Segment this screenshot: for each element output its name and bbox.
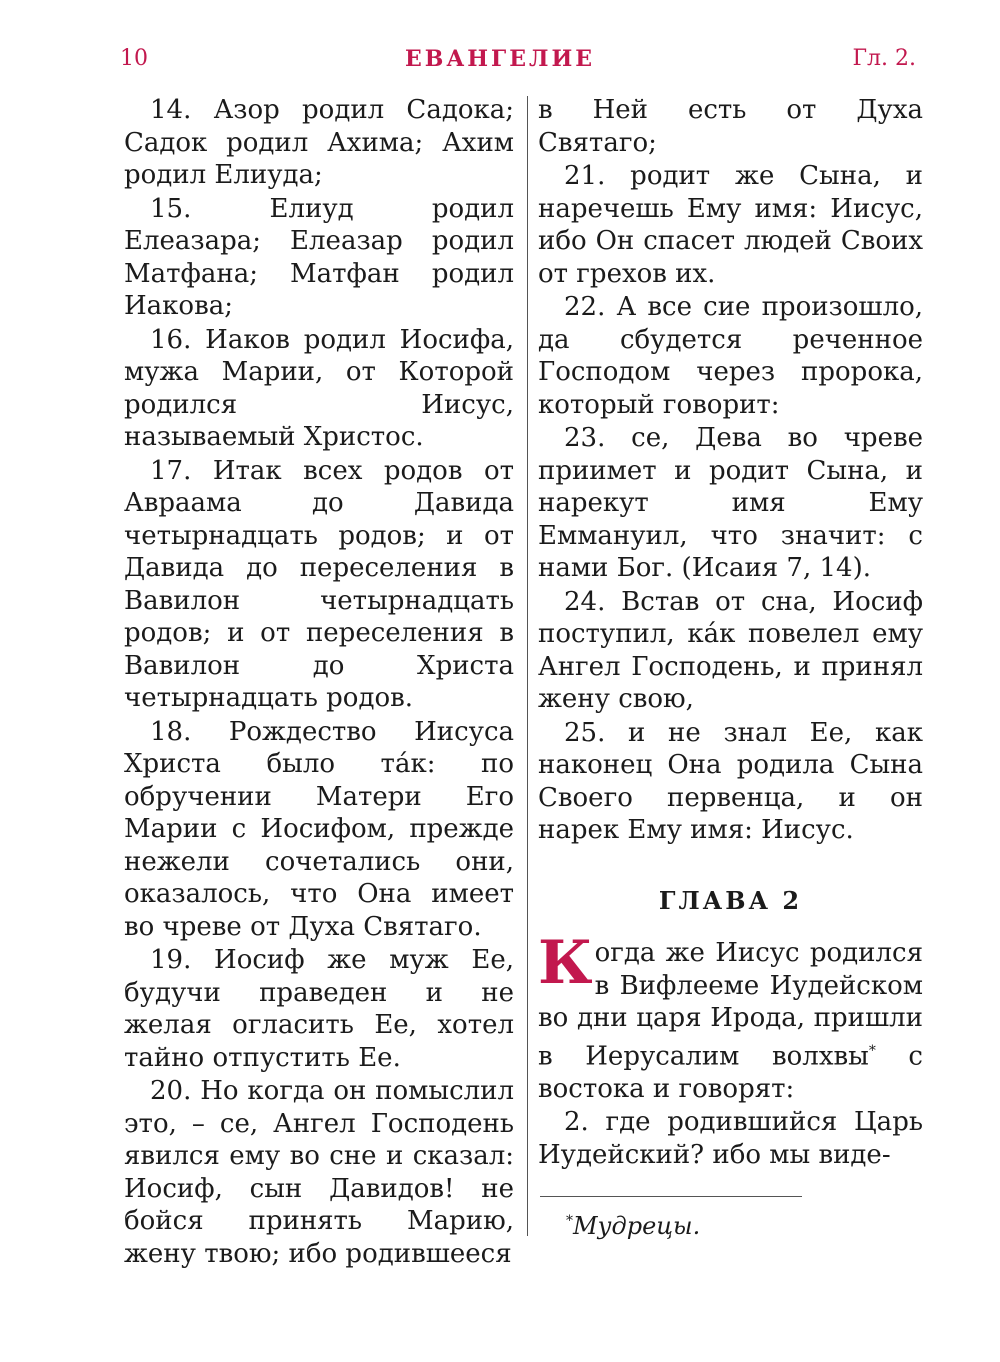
column-divider — [527, 96, 528, 1236]
chapter-reference: Гл. 2. — [852, 46, 916, 71]
chapter-first-verse — [538, 928, 923, 1105]
verse: 18. Рождество Иисуса Христа было та́к: по обручении Матери Его Марии с Иосифом, прежде нежели сочетались они, оказалось, что Она имеет во чреве от Духа Святаго. — [124, 716, 514, 942]
verse: 16. Иаков родил Иосифа, мужа Марии, от Которой родился Иисус, называемый Христос. — [124, 324, 514, 452]
verse: 19. Иосиф же муж Ее, будучи праведен и не желая огласить Ее, хотел тайно отпустить Ее. — [124, 945, 514, 1073]
book-title: ЕВАНГЕЛИЕ — [404, 46, 596, 72]
chapter-heading: ГЛАВА 2 — [658, 885, 803, 915]
verse: 15. Елиуд родил Елеазара; Елеазар родил Матфана; Матфан родил Иакова; — [124, 193, 514, 321]
verse: 17. Итак всех родов от Авраама до Давида четырнадцать родов; и от Давида до переселения в Вавилон четырнадцать родов; и от переселения в Вавилон до Христа четырнадцать родов. — [124, 455, 514, 713]
right-column — [538, 94, 923, 1243]
verse: 25. и не знал Ее, как наконец Она родила Сына Своего первенца, и он нарек Ему имя: Иисус. — [538, 717, 923, 845]
verse: 23. се, Дева во чреве приимет и родит Сына, и нарекут имя Ему Еммануил, что значит: с нами Бог. (Исаия 7, 14). — [538, 423, 923, 583]
footnote-separator — [540, 1196, 802, 1197]
left-column — [124, 94, 514, 1271]
verse: 2. где родившийся Царь Иудейский? ибо мы виде- — [538, 1107, 923, 1170]
footnote-text: Мудрецы. — [573, 1212, 701, 1241]
verse: 24. Встав от сна, Иосиф поступил, ка́к повелел ему Ангел Господень, и принял жену свою, — [538, 586, 923, 714]
verse-text: огда же Иисус родился в Вифлееме Иудейском во дни царя Ирода, пришли в Иерусалим волхвы — [538, 938, 923, 1072]
verse: 20. Но когда он помыслил это, – се, Ангел Господень явился ему во сне и сказал: Иосиф, сын Давидов! не бойся принять Марию, жену твою; ибо родившееся — [124, 1076, 514, 1269]
verse-continuation: в Ней есть от Духа Святаго; — [538, 95, 923, 158]
page-number: 10 — [120, 46, 148, 71]
verse-text: с востока и говорят: — [538, 1041, 923, 1104]
footnote-marker: * — [566, 1213, 573, 1230]
verse: 21. родит же Сына, и наречешь Ему имя: Иисус, ибо Он спасет людей Своих от грехов их. — [538, 161, 923, 289]
verse: 22. А все сие произошло, да сбудется реченное Господом через пророка, который говорит: — [538, 292, 923, 420]
drop-cap: К — [538, 928, 593, 998]
footnote — [566, 1205, 923, 1243]
verse: 14. Азор родил Садока; Садок родил Ахима; Ахим родил Елиуда; — [124, 95, 514, 190]
footnote-marker: * — [868, 1042, 876, 1059]
